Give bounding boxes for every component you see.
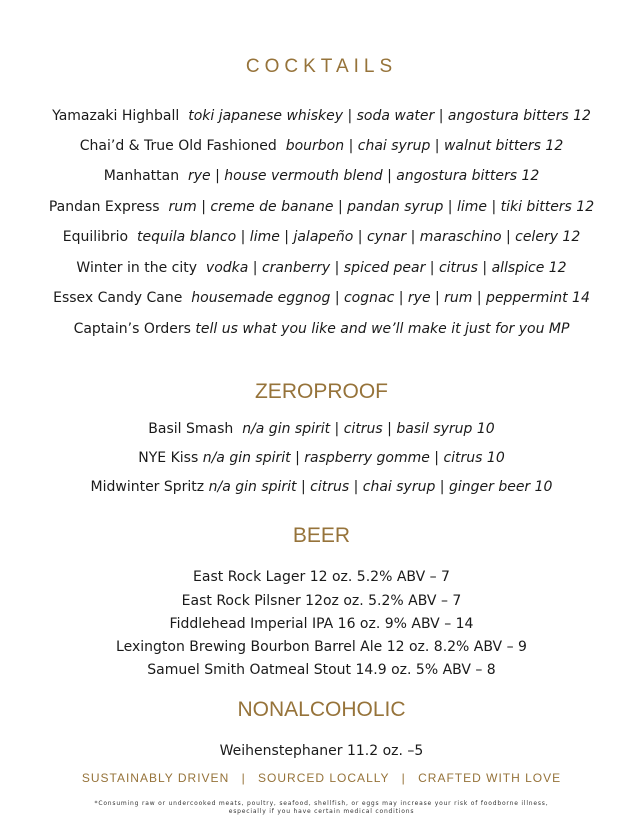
menu-item (0, 661, 643, 679)
tagline-separator: | (401, 771, 406, 785)
item-description: 16 oz. 9% ABV – 14 (337, 616, 474, 632)
menu-item (0, 259, 643, 277)
cocktails-heading: COCKTAILS (245, 56, 398, 77)
menu-item (0, 742, 643, 760)
menu-item (0, 228, 643, 246)
tagline-separator: | (241, 771, 246, 785)
item-name: Basil Smash (148, 421, 234, 437)
item-name: Samuel Smith Oatmeal Stout (147, 662, 352, 678)
menu-item (0, 568, 643, 586)
item-name: Essex Candy Cane (53, 290, 183, 306)
item-name: Lexington Brewing Bourbon Barrel Ale (116, 639, 383, 655)
tagline-part: CRAFTED WITH LOVE (418, 771, 562, 785)
item-description: n/a gin spirit | citrus | chai syrup | ginger beer 10 (208, 479, 553, 495)
menu-item (0, 137, 643, 155)
tagline (0, 771, 643, 785)
item-name: Weihenstephaner (219, 743, 343, 759)
menu-item (0, 420, 643, 438)
item-description: vodka | cranberry | spiced pear | citrus | allspice 12 (205, 260, 567, 276)
item-name: Winter in the city (76, 260, 198, 276)
nonalcoholic-heading: NONALCOHOLIC (237, 698, 406, 721)
menu-item (0, 615, 643, 633)
item-description: n/a gin spirit | citrus | basil syrup 10 (242, 421, 495, 437)
item-description: tell us what you like and we’ll make it just for you MP (195, 321, 570, 337)
item-description: rum | creme de banane | pandan syrup | lime | tiki bitters 12 (168, 199, 595, 215)
item-description: n/a gin spirit | raspberry gomme | citrus 10 (202, 450, 505, 466)
item-name: Midwinter Spritz (90, 479, 205, 495)
item-name: NYE Kiss (138, 450, 199, 466)
item-description: housemade eggnog | cognac | rye | rum | peppermint 14 (191, 290, 590, 306)
item-name: Manhattan (103, 168, 180, 184)
item-description: bourbon | chai syrup | walnut bitters 12 (285, 138, 564, 154)
item-name: East Rock Lager (193, 569, 306, 585)
disclaimer-line: *Consuming raw or undercooked meats, poultry, seafood, shellfish, or eggs may increase your risk of foodborne illness, (94, 800, 549, 807)
tagline-part: SUSTAINABLY DRIVEN (81, 771, 230, 785)
foodborne-disclaimer (0, 800, 643, 816)
menu-item (0, 638, 643, 656)
menu-item (0, 320, 643, 338)
menu-item (0, 167, 643, 185)
menu-item (0, 107, 643, 125)
menu-item (0, 592, 643, 610)
item-name: Pandan Express (48, 199, 160, 215)
zeroproof-heading: ZEROPROOF (254, 380, 388, 403)
item-name: Yamazaki Highball (52, 108, 180, 124)
item-description: 12 oz. 5.2% ABV – 7 (309, 569, 450, 585)
item-name: Chai’d & True Old Fashioned (79, 138, 277, 154)
menu-item (0, 289, 643, 307)
tagline-part: SOURCED LOCALLY (258, 771, 390, 785)
menu-item (0, 478, 643, 496)
item-name: Captain’s Orders (73, 321, 191, 337)
item-description: rye | house vermouth blend | angostura bitters 12 (188, 168, 540, 184)
item-description: 12 oz. 8.2% ABV – 9 (386, 639, 527, 655)
item-description: 12oz oz. 5.2% ABV – 7 (305, 593, 462, 609)
item-name: Fiddlehead Imperial IPA (169, 616, 334, 632)
beer-heading: BEER (292, 524, 351, 547)
item-description: 11.2 oz. –5 (346, 743, 424, 759)
item-description: toki japanese whiskey | soda water | angostura bitters 12 (188, 108, 591, 124)
menu-item (0, 449, 643, 467)
item-name: East Rock Pilsner (181, 593, 301, 609)
item-name: Equilibrio (62, 229, 129, 245)
disclaimer-line: especially if you have certain medical conditions (228, 808, 415, 815)
menu-item (0, 198, 643, 216)
item-description: 14.9 oz. 5% ABV – 8 (355, 662, 496, 678)
item-description: tequila blanco | lime | jalapeño | cynar | maraschino | celery 12 (137, 229, 581, 245)
